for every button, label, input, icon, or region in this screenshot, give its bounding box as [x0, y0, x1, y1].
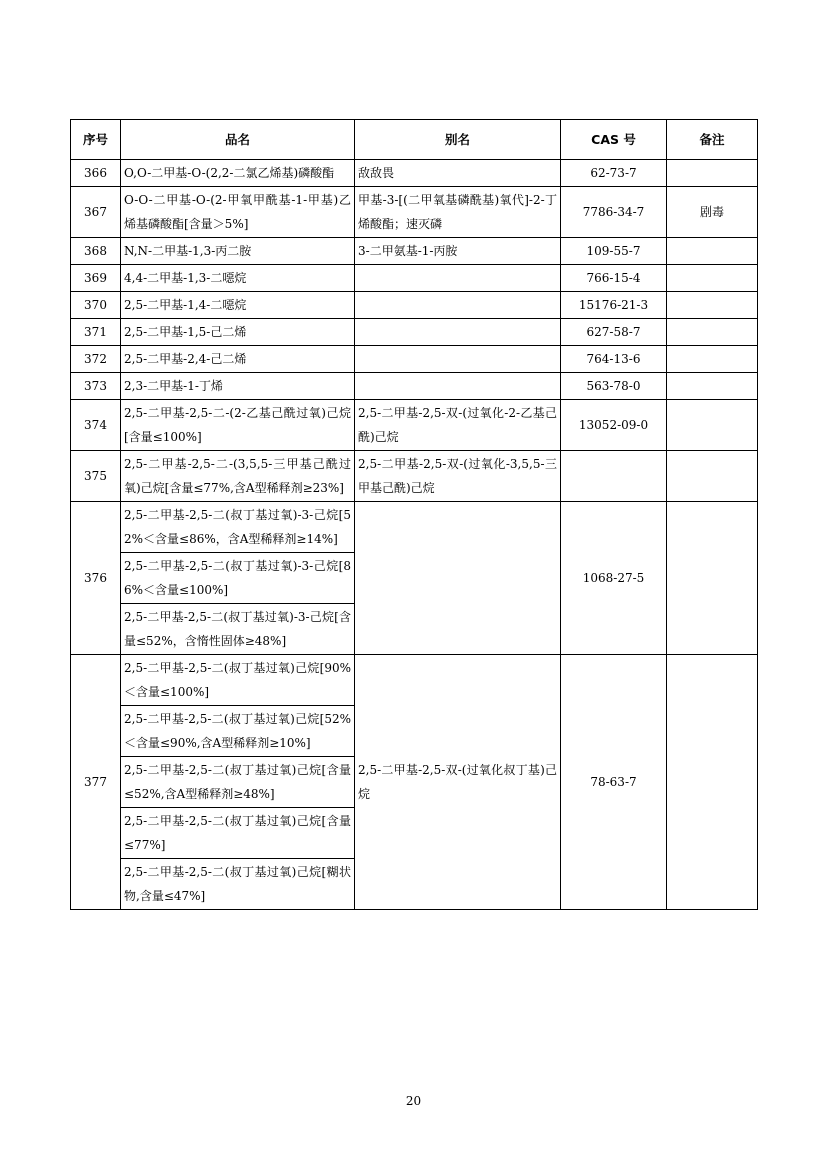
table-row [71, 346, 758, 373]
seq-cell: 377 [71, 655, 121, 910]
header-cas: CAS 号 [561, 120, 667, 160]
note-cell [667, 238, 758, 265]
table-row [71, 160, 758, 187]
alias-cell: 敌敌畏 [355, 160, 561, 187]
name-cell: 2,5-二甲基-2,5-二(叔丁基过氧)-3-己烷[52%＜含量≤86%，含A型稀释剂≥14%] [121, 502, 355, 553]
name-cell: 2,5-二甲基-2,5-二(叔丁基过氧)-3-己烷[86%＜含量≤100%] [121, 553, 355, 604]
table-row [71, 238, 758, 265]
cas-cell: 627-58-7 [561, 319, 667, 346]
name-cell: 4,4-二甲基-1,3-二噁烷 [121, 265, 355, 292]
seq-cell: 368 [71, 238, 121, 265]
table-row [71, 373, 758, 400]
note-cell [667, 400, 758, 451]
table-row [71, 451, 758, 502]
seq-cell: 366 [71, 160, 121, 187]
cas-cell: 1068-27-5 [561, 502, 667, 655]
table-row [71, 265, 758, 292]
cas-cell: 766-15-4 [561, 265, 667, 292]
name-cell: N,N-二甲基-1,3-丙二胺 [121, 238, 355, 265]
name-cell: O,O-二甲基-O-(2,2-二氯乙烯基)磷酸酯 [121, 160, 355, 187]
header-name: 品名 [121, 120, 355, 160]
seq-cell: 376 [71, 502, 121, 655]
alias-cell [355, 292, 561, 319]
note-cell [667, 265, 758, 292]
note-cell [667, 292, 758, 319]
table-row [71, 187, 758, 238]
seq-cell: 374 [71, 400, 121, 451]
table-row [71, 400, 758, 451]
name-cell: 2,5-二甲基-2,5-二-(3,5,5-三甲基己酰过氧)己烷[含量≤77%,含A型稀释剂≥23%] [121, 451, 355, 502]
chemical-table [70, 119, 758, 910]
seq-cell: 371 [71, 319, 121, 346]
name-cell: 2,5-二甲基-1,5-己二烯 [121, 319, 355, 346]
header-note: 备注 [667, 120, 758, 160]
note-cell [667, 373, 758, 400]
cas-cell: 109-55-7 [561, 238, 667, 265]
name-cell: 2,5-二甲基-2,5-二-(2-乙基己酰过氧)己烷[含量≤100%] [121, 400, 355, 451]
seq-cell: 369 [71, 265, 121, 292]
note-cell [667, 451, 758, 502]
table-row [71, 292, 758, 319]
note-cell [667, 346, 758, 373]
note-cell [667, 502, 758, 655]
name-cell: 2,5-二甲基-2,4-己二烯 [121, 346, 355, 373]
table-header-row [71, 120, 758, 160]
name-cell: O-O-二甲基-O-(2-甲氧甲酰基-1-甲基)乙烯基磷酸酯[含量＞5%] [121, 187, 355, 238]
page-number: 20 [405, 1094, 422, 1108]
cas-cell: 78-63-7 [561, 655, 667, 910]
note-cell [667, 160, 758, 187]
cas-cell: 7786-34-7 [561, 187, 667, 238]
cas-cell: 764-13-6 [561, 346, 667, 373]
name-cell: 2,5-二甲基-2,5-二(叔丁基过氧)己烷[含量≤77%] [121, 808, 355, 859]
name-cell: 2,5-二甲基-2,5-二(叔丁基过氧)己烷[含量≤52%,含A型稀释剂≥48%] [121, 757, 355, 808]
note-cell [667, 319, 758, 346]
seq-cell: 370 [71, 292, 121, 319]
header-alias: 别名 [355, 120, 561, 160]
note-cell: 剧毒 [667, 187, 758, 238]
cas-cell: 62-73-7 [561, 160, 667, 187]
alias-cell [355, 502, 561, 655]
name-cell: 2,5-二甲基-2,5-二(叔丁基过氧)己烷[糊状物,含量≤47%] [121, 859, 355, 910]
header-seq: 序号 [71, 120, 121, 160]
alias-cell: 2,5-二甲基-2,5-双-(过氧化-2-乙基己酰)己烷 [355, 400, 561, 451]
seq-cell: 373 [71, 373, 121, 400]
table-row [71, 319, 758, 346]
alias-cell: 2,5-二甲基-2,5-双-(过氧化-3,5,5-三甲基己酰)己烷 [355, 451, 561, 502]
alias-cell: 3-二甲氨基-1-丙胺 [355, 238, 561, 265]
cas-cell: 15176-21-3 [561, 292, 667, 319]
alias-cell [355, 346, 561, 373]
seq-cell: 375 [71, 451, 121, 502]
name-cell: 2,5-二甲基-2,5-二(叔丁基过氧)-3-己烷[含量≤52%，含惰性固体≥48%] [121, 604, 355, 655]
name-cell: 2,5-二甲基-2,5-二(叔丁基过氧)己烷[90%＜含量≤100%] [121, 655, 355, 706]
note-cell [667, 655, 758, 910]
seq-cell: 367 [71, 187, 121, 238]
seq-cell: 372 [71, 346, 121, 373]
cas-cell: 563-78-0 [561, 373, 667, 400]
name-cell: 2,3-二甲基-1-丁烯 [121, 373, 355, 400]
cas-cell [561, 451, 667, 502]
name-cell: 2,5-二甲基-2,5-二(叔丁基过氧)己烷[52%＜含量≤90%,含A型稀释剂≥10%] [121, 706, 355, 757]
alias-cell [355, 319, 561, 346]
alias-cell: 2,5-二甲基-2,5-双-(过氧化叔丁基)己烷 [355, 655, 561, 910]
alias-cell: 甲基-3-[(二甲氧基磷酰基)氧代]-2-丁烯酸酯；速灭磷 [355, 187, 561, 238]
table-row [71, 655, 758, 706]
name-cell: 2,5-二甲基-1,4-二噁烷 [121, 292, 355, 319]
table-row [71, 502, 758, 553]
alias-cell [355, 373, 561, 400]
cas-cell: 13052-09-0 [561, 400, 667, 451]
alias-cell [355, 265, 561, 292]
